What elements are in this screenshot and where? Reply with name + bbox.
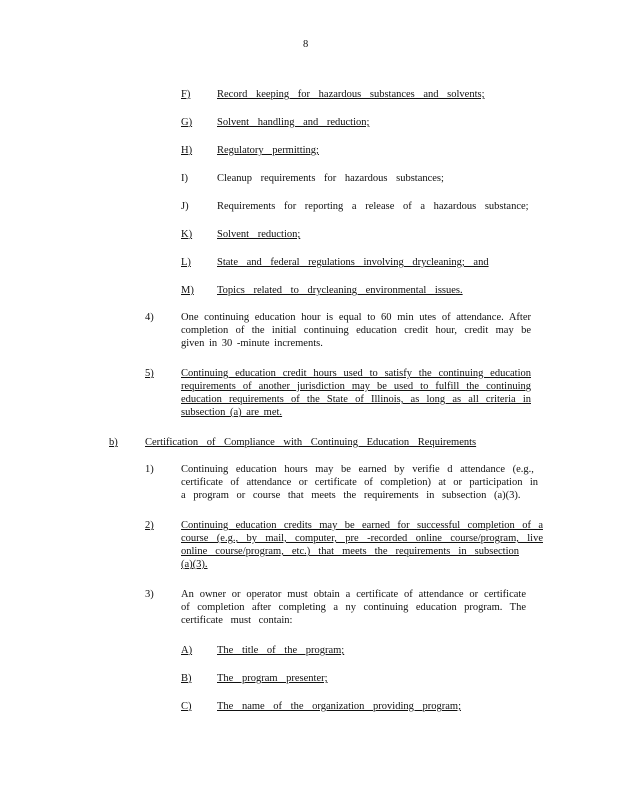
item-5-line: subsection (a) are met. [181, 407, 283, 418]
b3-line: An owner or operator must obtain a certificate of attendance or certificate [181, 589, 526, 600]
item-4-line: given in 30 -minute increments. [181, 338, 323, 349]
item-5-line: requirements of another jurisdiction may be used to fulfill the continuing [181, 381, 531, 392]
b1-label: 1) [145, 464, 154, 475]
section-b-title: Certification of Compliance with Continuing Education Requirements [145, 437, 477, 448]
item-h-text: Regulatory permitting; [217, 145, 319, 156]
item-4-label: 4) [145, 312, 154, 323]
item-5-paragraph [181, 367, 531, 419]
item-h-label: H) [181, 145, 193, 156]
b1-line: certificate of attendance or certificate of completion) at or participation in [181, 477, 538, 488]
b3-line: certificate must contain: [181, 615, 293, 626]
page-number: 8 [303, 39, 309, 50]
b3-paragraph [181, 588, 526, 627]
item-m-label: M) [181, 285, 194, 296]
item-5-label: 5) [145, 368, 154, 379]
list-b-item-c-label: C) [181, 701, 192, 712]
item-5-line: Continuing education credit hours used to satisfy the continuing education [181, 368, 531, 379]
item-g-text: Solvent handling and reduction; [217, 117, 370, 128]
list-b-item-c-text: The name of the organization providing program; [217, 701, 461, 712]
b2-line: (a)(3). [181, 559, 208, 570]
list-b-item-a-text: The title of the program; [217, 645, 345, 656]
b1-paragraph [181, 463, 538, 502]
list-b-item-b-label: B) [181, 673, 192, 684]
item-g-label: G) [181, 117, 193, 128]
b2-line: Continuing education credits may be earned for successful completion of a [181, 520, 543, 531]
list-b-item-a-label: A) [181, 645, 193, 656]
item-f-label: F) [181, 89, 191, 100]
b1-line: Continuing education hours may be earned by verifie d attendance (e.g., [181, 464, 534, 475]
item-l-label: L) [181, 257, 191, 268]
list-b-item-b-text: The program presenter; [217, 673, 328, 684]
b3-label: 3) [145, 589, 154, 600]
item-k-label: K) [181, 229, 193, 240]
b3-line: of completion after completing a ny continuing education program. The [181, 602, 526, 613]
item-m-text: Topics related to drycleaning environmental issues. [217, 285, 463, 296]
b2-paragraph [181, 519, 543, 571]
item-k-text: Solvent reduction; [217, 229, 301, 240]
item-j-label: J) [181, 201, 189, 212]
item-4-line: One continuing education hour is equal to 60 min utes of attendance. After [181, 312, 531, 323]
section-b-label: b) [109, 437, 118, 448]
item-i-label: I) [181, 173, 188, 184]
item-4-paragraph [181, 311, 531, 350]
item-f-text: Record keeping for hazardous substances and solvents; [217, 89, 485, 100]
item-i-text: Cleanup requirements for hazardous substances; [217, 173, 444, 184]
b2-line: online course/program, etc.) that meets the requirements in subsection [181, 546, 519, 557]
item-5-line: education requirements of the State of Illinois, as long as all criteria in [181, 394, 531, 405]
item-4-line: completion of the initial continuing education credit hour, credit may be [181, 325, 531, 336]
b2-label: 2) [145, 520, 154, 531]
item-j-text: Requirements for reporting a release of a hazardous substance; [217, 201, 529, 212]
b1-line: a program or course that meets the requirements in subsection (a)(3). [181, 490, 521, 501]
item-l-text: State and federal regulations involving drycleaning; and [217, 257, 489, 268]
b2-line: course (e.g., by mail, computer, pre -recorded online course/program, live [181, 533, 543, 544]
